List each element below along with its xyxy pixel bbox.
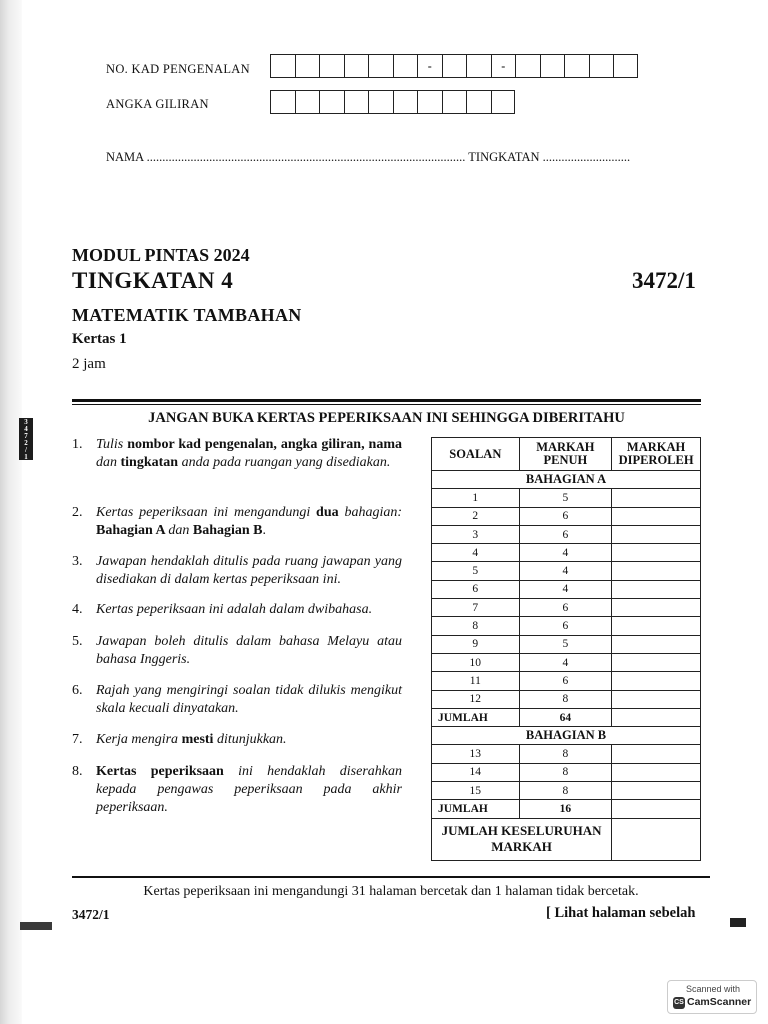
angka-digit-box[interactable] (368, 90, 393, 114)
instruction-text (96, 504, 402, 540)
question-number-cell: 3 (432, 525, 520, 543)
instruction-text (96, 731, 402, 749)
question-number-cell: 15 (432, 782, 520, 800)
ic-digit-box[interactable] (442, 54, 467, 78)
table-header-cell: MARKAH PENUH (519, 438, 612, 471)
question-number-cell: 4 (432, 544, 520, 562)
instruction-text-part: Kerja mengira (96, 732, 182, 747)
table-grand-total-row (432, 818, 701, 860)
full-marks-cell: 6 (519, 672, 612, 690)
full-marks-cell: 8 (519, 782, 612, 800)
full-marks-cell: 4 (519, 653, 612, 671)
table-section-row (432, 727, 701, 745)
subject-title: MATEMATIK TAMBAHAN (72, 305, 302, 325)
ic-label: NO. KAD PENGENALAN (106, 62, 250, 76)
instruction-text (96, 682, 402, 718)
full-marks-cell: 8 (519, 745, 612, 763)
angka-giliran-label: ANGKA GILIRAN (106, 97, 209, 111)
ic-digit-box[interactable] (466, 54, 491, 78)
ic-digit-box[interactable]: - (417, 54, 442, 78)
instruction-number: 7. (72, 732, 83, 747)
side-code-tab (19, 418, 33, 460)
tingkatan-dots[interactable]: ............................ (539, 150, 631, 164)
table-row (432, 690, 701, 708)
obtained-marks-cell[interactable] (612, 544, 701, 562)
question-number-cell: 13 (432, 745, 520, 763)
table-row (432, 763, 701, 781)
scan-registration-mark-right (730, 918, 746, 927)
ic-digit-box[interactable] (589, 54, 614, 78)
bottom-divider (72, 876, 710, 878)
instruction-text-part: Kertas peperiksaan ini adalah dalam dwibahasa. (96, 602, 373, 617)
modul-title: MODUL PINTAS 2024 (72, 245, 250, 265)
divider-thick (72, 399, 701, 402)
instruction-text (96, 601, 402, 619)
angka-digit-box[interactable] (270, 90, 295, 114)
paper-code: 3472/1 (632, 268, 696, 293)
grand-total-obtained-cell[interactable] (612, 818, 701, 860)
nama-tingkatan-line[interactable] (106, 150, 666, 165)
question-number-cell: 5 (432, 562, 520, 580)
page-count-note: Kertas peperiksaan ini mengandungi 31 halaman bercetak dan 1 halaman tidak bercetak. (143, 884, 639, 899)
instruction-text-part: . (262, 523, 267, 538)
ic-digit-box[interactable] (270, 54, 295, 78)
table-row (432, 525, 701, 543)
instruction-text-part: Bahagian B (192, 523, 263, 538)
nama-label: NAMA (106, 150, 144, 164)
instruction-text-part: Bahagian A (96, 523, 169, 538)
ic-digit-box[interactable] (613, 54, 638, 78)
question-number-cell: 12 (432, 690, 520, 708)
question-number-cell: 11 (432, 672, 520, 690)
obtained-marks-cell[interactable] (612, 507, 701, 525)
scanned-with-text: Scanned with (685, 984, 741, 994)
obtained-marks-cell[interactable] (612, 635, 701, 653)
side-code-char: 4 (24, 425, 28, 433)
full-marks-cell: 5 (519, 635, 612, 653)
table-row (432, 635, 701, 653)
side-code-char: 3 (24, 418, 28, 426)
instruction-text-part: bahagian: (344, 505, 403, 520)
instruction-text-part: dan (96, 455, 121, 470)
instruction-text-part: Rajah yang mengiringi soalan tidak dilukis mengikut skala kecuali dinyatakan. (96, 683, 402, 716)
obtained-marks-cell[interactable] (612, 580, 701, 598)
instruction-text-part: Jawapan boleh ditulis dalam bahasa Melayu atau bahasa Inggeris. (96, 634, 402, 667)
total-label-cell: JUMLAH (432, 708, 520, 726)
table-row (432, 562, 701, 580)
angka-digit-box[interactable] (295, 90, 320, 114)
instruction-text-part: Kertas peperiksaan ini mengandungi (96, 505, 317, 520)
full-marks-cell: 8 (519, 763, 612, 781)
side-code-char: 1 (24, 453, 28, 461)
instruction-text-part: nombor kad pengenalan, angka giliran, nama (127, 437, 402, 452)
full-marks-cell: 5 (519, 489, 612, 507)
camscanner-brand: CamScanner (687, 996, 752, 1008)
obtained-marks-cell[interactable] (612, 672, 701, 690)
instruction-text-part: mesti (181, 732, 217, 747)
table-header-cell: MARKAH DIPEROLEH (612, 438, 701, 471)
angka-digit-box[interactable] (491, 90, 516, 114)
obtained-marks-cell[interactable] (612, 562, 701, 580)
table-row (432, 745, 701, 763)
question-number-cell: 1 (432, 489, 520, 507)
ic-digit-box[interactable] (319, 54, 344, 78)
angka-digit-box[interactable] (417, 90, 442, 114)
tingkatan-title: TINGKATAN 4 (72, 268, 234, 293)
question-number-cell: 9 (432, 635, 520, 653)
instruction-number: 3. (72, 554, 83, 569)
table-row (432, 672, 701, 690)
full-marks-cell: 6 (519, 525, 612, 543)
ic-digit-box[interactable] (393, 54, 418, 78)
table-row (432, 599, 701, 617)
camscanner-logo-icon: CS (673, 997, 685, 1009)
instruction-text-part: dua (316, 505, 345, 520)
instruction-text-part: Kertas peperiksaan (96, 764, 239, 779)
total-label-cell: JUMLAH (432, 800, 520, 818)
angka-digit-box[interactable] (442, 90, 467, 114)
table-row (432, 489, 701, 507)
table-row (432, 617, 701, 635)
full-marks-cell: 6 (519, 599, 612, 617)
grand-total-label: JUMLAH KESELURUHAN MARKAH (432, 818, 612, 860)
camscanner-watermark (667, 980, 757, 1014)
question-number-cell: 7 (432, 599, 520, 617)
full-marks-cell: 4 (519, 580, 612, 598)
obtained-marks-cell[interactable] (612, 690, 701, 708)
table-row (432, 653, 701, 671)
full-marks-cell: 6 (519, 507, 612, 525)
angka-giliran-boxes[interactable] (270, 90, 515, 114)
ic-digit-box[interactable] (368, 54, 393, 78)
full-marks-cell: 4 (519, 544, 612, 562)
table-header-cell: SOALAN (432, 438, 520, 471)
instruction-text-part: tingkatan (120, 455, 182, 470)
table-section-row (432, 471, 701, 489)
question-number-cell: 2 (432, 507, 520, 525)
instruction-text-part: ini hendaklah diserahkan kepada pengawas peperiksaan pada akhir peperiksaan. (96, 764, 402, 815)
side-code-char: / (25, 446, 27, 454)
obtained-marks-cell[interactable] (612, 489, 701, 507)
ic-digit-box[interactable] (295, 54, 320, 78)
instruction-number: 5. (72, 634, 83, 649)
instruction-text-part: Tulis (96, 437, 128, 452)
marks-table (431, 437, 701, 861)
total-marks-cell: 16 (519, 800, 612, 818)
total-obtained-cell[interactable] (612, 708, 701, 726)
ic-digit-box[interactable]: - (491, 54, 516, 78)
instruction-number: 1. (72, 437, 83, 452)
section-label: BAHAGIAN A (432, 471, 701, 489)
instruction-number: 6. (72, 683, 83, 698)
nama-dots[interactable]: ...................................................................................................... (143, 150, 469, 164)
question-number-cell: 6 (432, 580, 520, 598)
angka-digit-box[interactable] (466, 90, 491, 114)
instruction-text (96, 436, 402, 472)
scan-edge-shadow (0, 0, 22, 1024)
next-page-note: [ Lihat halaman sebelah (546, 905, 696, 921)
ic-number-boxes[interactable] (270, 54, 638, 78)
scan-registration-mark-left (20, 922, 52, 930)
ic-digit-box[interactable] (540, 54, 565, 78)
instruction-text (96, 763, 402, 817)
duration-label: 2 jam (72, 356, 106, 372)
ic-digit-box[interactable] (515, 54, 540, 78)
obtained-marks-cell[interactable] (612, 763, 701, 781)
section-label: BAHAGIAN B (432, 727, 701, 745)
instruction-text (96, 633, 402, 669)
side-code-char: 2 (24, 439, 28, 447)
tingkatan-label: TINGKATAN (468, 150, 540, 164)
angka-digit-box[interactable] (393, 90, 418, 114)
table-row (432, 544, 701, 562)
obtained-marks-cell[interactable] (612, 617, 701, 635)
obtained-marks-cell[interactable] (612, 599, 701, 617)
divider-thin (72, 404, 701, 405)
question-number-cell: 8 (432, 617, 520, 635)
obtained-marks-cell[interactable] (612, 745, 701, 763)
instruction-text-part: anda pada ruangan yang disediakan. (181, 455, 391, 470)
question-number-cell: 14 (432, 763, 520, 781)
angka-digit-box[interactable] (344, 90, 369, 114)
instruction-text-part: ditunjukkan. (216, 732, 287, 747)
ic-digit-box[interactable] (344, 54, 369, 78)
instruction-number: 4. (72, 602, 83, 617)
side-code-char: 7 (24, 432, 28, 440)
footer-paper-code: 3472/1 (72, 907, 110, 922)
full-marks-cell: 8 (519, 690, 612, 708)
kertas-label: Kertas 1 (72, 331, 127, 347)
full-marks-cell: 4 (519, 562, 612, 580)
instruction-number: 2. (72, 505, 83, 520)
table-row (432, 580, 701, 598)
obtained-marks-cell[interactable] (612, 525, 701, 543)
obtained-marks-cell[interactable] (612, 653, 701, 671)
table-header-row (432, 438, 701, 471)
full-marks-cell: 6 (519, 617, 612, 635)
total-marks-cell: 64 (519, 708, 612, 726)
angka-digit-box[interactable] (319, 90, 344, 114)
instruction-text-part: dan (168, 523, 193, 538)
warning-text: JANGAN BUKA KERTAS PEPERIKSAAN INI SEHINGGA DIBERITAHU (148, 410, 625, 426)
table-total-row (432, 800, 701, 818)
table-row (432, 507, 701, 525)
table-total-row (432, 708, 701, 726)
question-number-cell: 10 (432, 653, 520, 671)
total-obtained-cell[interactable] (612, 800, 701, 818)
instruction-text-part: Jawapan hendaklah ditulis pada ruang jawapan yang disediakan di dalam kertas peperiksaan ini. (96, 554, 402, 587)
instruction-number: 8. (72, 764, 83, 779)
table-row (432, 782, 701, 800)
ic-digit-box[interactable] (564, 54, 589, 78)
instruction-text (96, 553, 402, 589)
obtained-marks-cell[interactable] (612, 782, 701, 800)
